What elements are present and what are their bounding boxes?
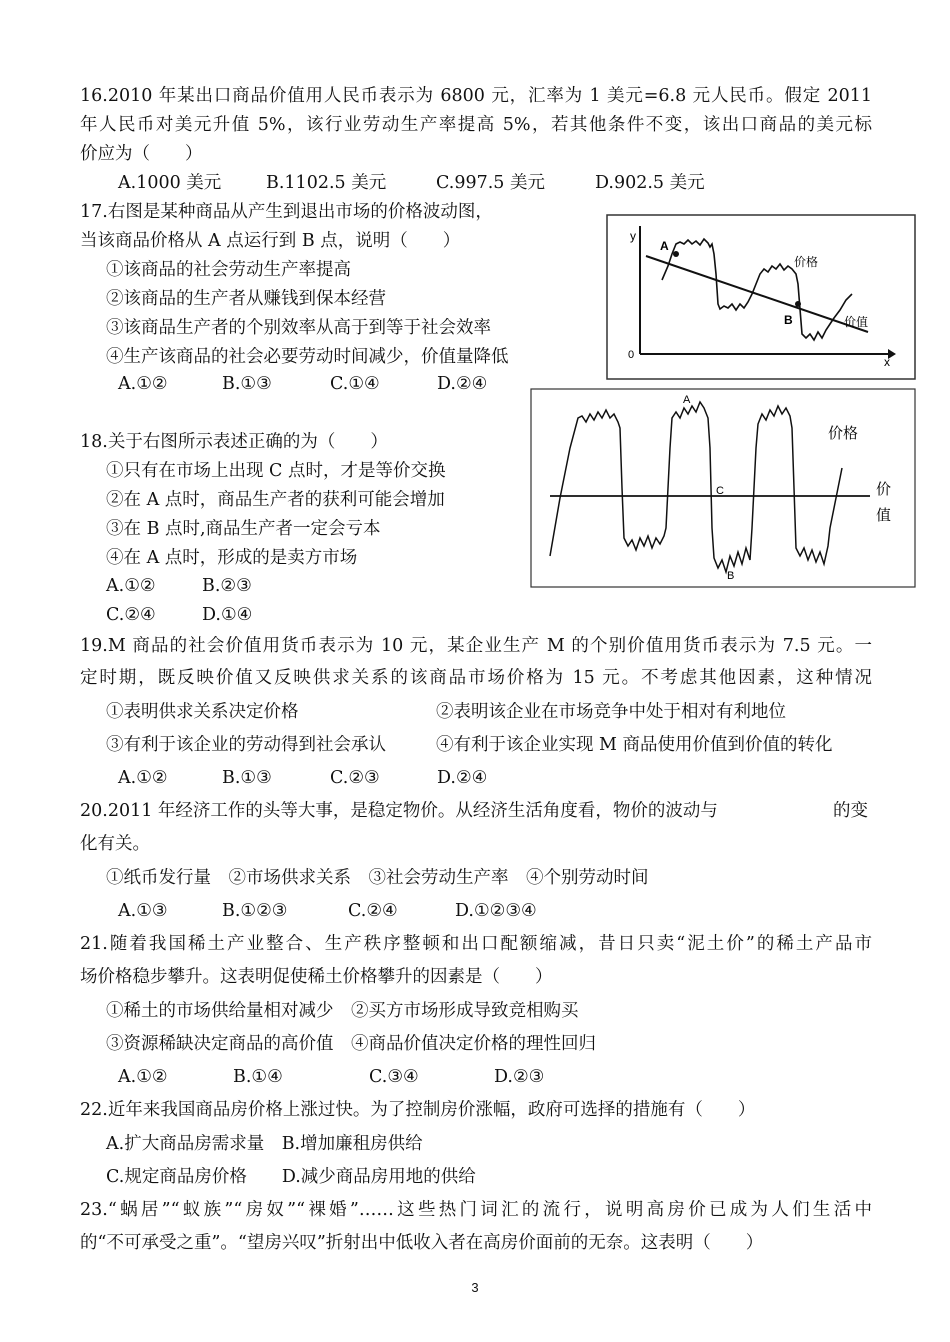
q17-fig-price-label: 价格 [794,255,819,269]
q18-fig-price-label: 价格 [828,426,859,442]
q20-line2: 化有关。 [80,834,150,854]
q19-option-b: B.①③ [222,768,272,788]
q19-option-a: A.①② [118,768,168,788]
page-number: 3 [471,1280,479,1295]
q17-price-value-figure [606,214,916,380]
q18-fig-point-b: B [727,570,735,582]
q18-fig-point-a: A [683,394,691,406]
q18-option-b: B.②③ [202,576,252,596]
q23-line2: 的“不可承受之重”。“望房兴叹”折射出中低收入者在高房价面前的无奈。这表明（ ） [80,1233,764,1253]
q18-price-value-figure [530,388,916,588]
q19-option-c: C.②③ [330,768,380,788]
q17-option-a: A.①② [118,374,168,394]
q20-option-b: B.①②③ [222,901,288,921]
q18-fig-point-c: C [716,485,724,497]
q18-option-c: C.②④ [106,605,156,625]
q17-fig-y-label: y [630,229,636,243]
q16-option-c: C.997.5 美元 [436,173,545,193]
q21-option-d: D.②③ [494,1067,545,1087]
q19-line1: 19.M 商品的社会价值用货币表示为 10 元，某企业生产 M 的个别价值用货币表示为 7.5 元。一 [80,636,872,656]
q16-option-b: B.1102.5 美元 [266,173,387,193]
q20-option-d: D.①②③④ [455,901,537,921]
q17-fig-x-label: x [884,355,890,369]
q19-item-3: ③有利于该企业的劳动得到社会承认 [106,735,386,755]
q20-line1-end: 的变 [833,801,868,821]
q17-item-4: ④生产该商品的社会必要劳动时间减少，价值量降低 [106,347,509,367]
q17-fig-origin: 0 [628,349,635,361]
q22-options-2: C.规定商品房价格 D.减少商品房用地的供给 [106,1167,476,1187]
q18-fig-value-label-1: 价 [876,482,892,498]
q21-option-a: A.①② [118,1067,168,1087]
q17-fig-point-b: B [784,313,793,327]
q19-line2: 定时期，既反映价值又反映供求关系的该商品市场价格为 15 元。不考虑其他因素，这种情况 [80,668,872,688]
q16-option-d: D.902.5 美元 [595,173,705,193]
q17-fig-value-label: 价值 [844,315,869,329]
q17-option-c: C.①④ [330,374,380,394]
q16-option-a: A.1000 美元 [118,173,222,193]
q16-line2: 年人民币对美元升值 5%，该行业劳动生产率提高 5%，若其他条件不变，该出口商品的美元标 [80,115,872,135]
q18-item-4: ④在 A 点时，形成的是卖方市场 [106,548,358,568]
q16-line3: 价应为（ ） [80,144,203,164]
q20-line1: 20.2011 年经济工作的头等大事，是稳定物价。从经济生活角度看，物价的波动与 [80,801,718,821]
q19-item-1: ①表明供求关系决定价格 [106,702,299,722]
q22-options-1: A.扩大商品房需求量 B.增加廉租房供给 [106,1134,423,1154]
q21-items-1: ①稀土的市场供给量相对减少 ②买方市场形成导致竞相购买 [106,1001,579,1021]
q18-item-1: ①只有在市场上出现 C 点时，才是等价交换 [106,461,446,481]
q17-line1: 17.右图是某种商品从产生到退出市场的价格波动图， [80,202,493,222]
q21-option-c: C.③④ [369,1067,419,1087]
q18-option-a: A.①② [106,576,156,596]
q17-option-b: B.①③ [222,374,272,394]
q17-item-2: ②该商品的生产者从赚钱到保本经营 [106,289,386,309]
q17-option-d: D.②④ [437,374,488,394]
q18-option-d: D.①④ [202,605,253,625]
q18-line1: 18.关于右图所示表述正确的为（ ） [80,432,388,452]
q21-items-2: ③资源稀缺决定商品的高价值 ④商品价值决定价格的理性回归 [106,1034,596,1054]
q23-line1: 23.“蜗居”“蚁族”“房奴”“裸婚”……这些热门词汇的流行，说明高房价已成为人们生活中 [80,1200,872,1220]
q22-line1: 22.近年来我国商品房价格上涨过快。为了控制房价涨幅，政府可选择的措施有（ ） [80,1100,756,1120]
q20-option-a: A.①③ [118,901,168,921]
q18-item-3: ③在 B 点时,商品生产者一定会亏本 [106,519,381,539]
q18-fig-value-label-2: 值 [876,508,892,524]
q16-line1: 16.2010 年某出口商品价值用人民币表示为 6800 元，汇率为 1 美元=6.8 元人民币。假定 2011 [80,86,872,106]
q21-option-b: B.①④ [233,1067,283,1087]
q17-line2: 当该商品价格从 A 点运行到 B 点，说明（ ） [80,231,461,251]
q19-item-4: ④有利于该企业实现 M 商品使用价值到价值的转化 [436,735,833,755]
q17-item-3: ③该商品生产者的个别效率从高于到等于社会效率 [106,318,491,338]
q19-option-d: D.②④ [437,768,488,788]
q17-item-1: ①该商品的社会劳动生产率提高 [106,260,351,280]
q19-item-2: ②表明该企业在市场竞争中处于相对有利地位 [436,702,786,722]
q21-line1: 21.随着我国稀土产业整合、生产秩序整顿和出口配额缩减，昔日只卖“泥土价”的稀土产品市 [80,934,872,954]
q21-line2: 场价格稳步攀升。这表明促使稀土价格攀升的因素是（ ） [80,967,553,987]
q17-fig-point-a: A [660,239,669,253]
q20-option-c: C.②④ [348,901,398,921]
q18-item-2: ②在 A 点时，商品生产者的获利可能会增加 [106,490,445,510]
q20-items: ①纸币发行量 ②市场供求关系 ③社会劳动生产率 ④个别劳动时间 [106,868,649,888]
